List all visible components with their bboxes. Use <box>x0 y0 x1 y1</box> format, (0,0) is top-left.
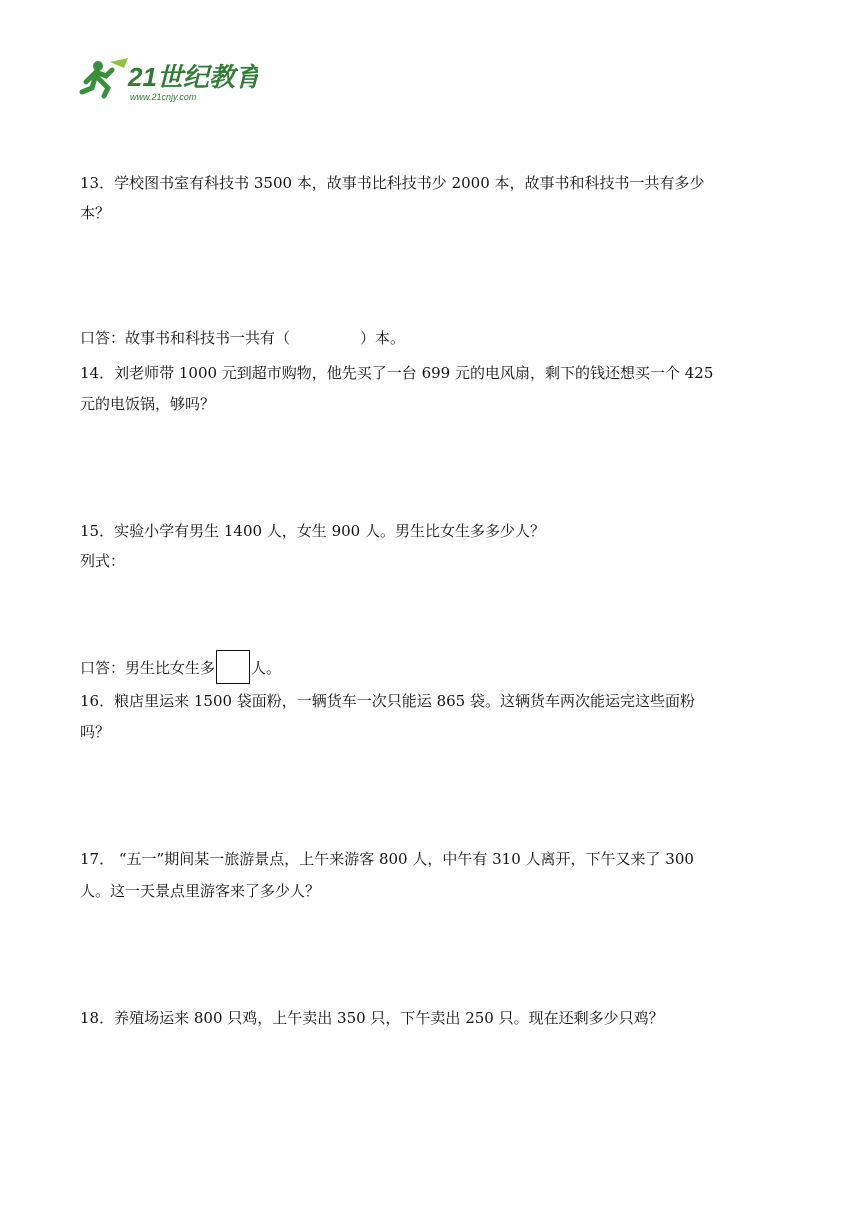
answer-suffix: 人。 <box>251 659 282 677</box>
question-14-line2: 元的电饭锅，够吗？ <box>80 395 216 413</box>
answer-box[interactable] <box>216 650 250 684</box>
logo-text: 21世纪教育 <box>128 62 258 92</box>
question-13-answer <box>80 327 780 349</box>
question-16-line1: 16．粮店里运来 1500 袋面粉，一辆货车一次只能运 865 袋。这辆货车两次能运完这些面粉 <box>80 692 695 710</box>
question-17-line2: 人。这一天景点里游客来了多少人？ <box>80 882 321 900</box>
question-15-answer <box>80 652 780 686</box>
question-14-line1: 14．刘老师带 1000 元到超市购物，他先买了一台 699 元的电风扇，剩下的钱还想买一个 425 <box>80 364 714 382</box>
logo-url: www.21cnjy.com <box>130 92 197 102</box>
question-16-line2: 吗？ <box>80 723 111 741</box>
logo-graphic <box>78 52 258 104</box>
question-13-line1: 13．学校图书室有科技书 3500 本，故事书比科技书少 2000 本，故事书和科技书一共有多少 <box>80 174 705 192</box>
question-15-line2: 列式： <box>80 552 126 570</box>
site-logo <box>78 52 258 104</box>
question-13-line2: 本？ <box>80 204 111 222</box>
question-18-line1: 18．养殖场运来 800 只鸡，上午卖出 350 只，下午卖出 250 只。现在还剩多少只鸡？ <box>80 1009 664 1027</box>
question-17-line1: 17． “五一”期间某一旅游景点，上午来游客 800 人，中午有 310 人离开，下午又来了 300 <box>80 850 694 868</box>
answer-prefix: 口答：故事书和科技书一共有（ <box>80 329 291 347</box>
answer-suffix: ）本。 <box>360 329 406 347</box>
question-15-line1: 15．实验小学有男生 1400 人，女生 900 人。男生比女生多多少人？ <box>80 522 545 540</box>
answer-prefix: 口答：男生比女生多 <box>80 659 216 677</box>
